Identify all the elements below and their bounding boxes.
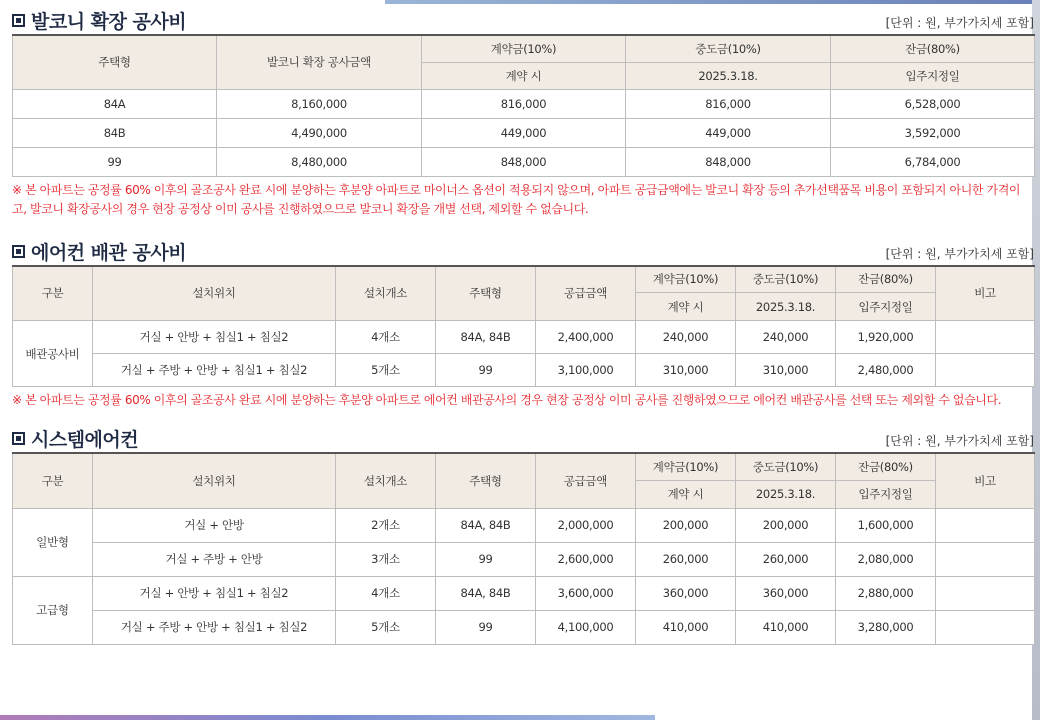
col-header-deposit: 계약금(10%) [636, 266, 736, 293]
system-aircon-title-text: 시스템에어컨 [31, 429, 139, 451]
cell-amount: 8,480,000 [217, 147, 422, 176]
table-row [13, 542, 1035, 576]
cell-interim: 360,000 [736, 576, 836, 610]
cell-type: 99 [13, 147, 217, 176]
cell-supply: 2,600,000 [536, 542, 636, 576]
cell-balance: 3,592,000 [831, 118, 1035, 147]
col-header-interim: 중도금(10%) [736, 453, 836, 480]
cell-type: 99 [436, 610, 536, 644]
cell-category: 배관공사비 [13, 321, 93, 387]
system-aircon-table [12, 452, 1035, 645]
cell-deposit: 260,000 [636, 542, 736, 576]
cell-category: 고급형 [13, 576, 93, 644]
square-bullet-icon [12, 432, 25, 445]
col-header-category: 구분 [13, 453, 93, 508]
col-header-type: 주택형 [436, 266, 536, 321]
aircon-pipe-table [12, 265, 1035, 388]
system-aircon-title [12, 425, 138, 452]
cell-interim: 310,000 [736, 354, 836, 387]
cell-location: 거실 + 안방 + 침실1 + 침실2 [93, 321, 336, 354]
cell-count: 4개소 [336, 576, 436, 610]
col-subheader-balance: 입주지정일 [831, 62, 1035, 89]
col-subheader-deposit: 계약 시 [636, 293, 736, 321]
cell-balance: 1,920,000 [836, 321, 936, 354]
table-row [13, 321, 1035, 354]
balcony-section-header [12, 6, 1034, 34]
col-subheader-interim: 2025.3.18. [626, 62, 831, 89]
cell-deposit: 410,000 [636, 610, 736, 644]
col-header-remark: 비고 [936, 453, 1035, 508]
cell-supply: 3,600,000 [536, 576, 636, 610]
col-header-balance: 잔금(80%) [831, 35, 1035, 62]
col-header-category: 구분 [13, 266, 93, 321]
cell-supply: 3,100,000 [536, 354, 636, 387]
cell-deposit: 449,000 [422, 118, 626, 147]
square-bullet-icon [12, 245, 25, 258]
cell-remark [936, 576, 1035, 610]
cell-type: 84A [13, 89, 217, 118]
col-header-count: 설치개소 [336, 266, 436, 321]
table-row [13, 508, 1035, 542]
cell-location: 거실 + 안방 + 침실1 + 침실2 [93, 576, 336, 610]
balcony-note: ※ 본 아파트는 공정률 60% 이후의 골조공사 완료 시에 분양하는 후분양 아파트로 마이너스 옵션이 적용되지 않으며, 아파트 공급금액에는 발코니 확장 등의 추가선택품목 비용이 포함되지 아니한 가격이고, 발코니 확장공사의 경우 현장 공정상 이미 공사를 진행하였으므로 발코니 확장을 개별 선택, 제외할 수 없습니다. [12, 182, 1021, 216]
col-header-type: 주택형 [13, 35, 217, 89]
col-subheader-balance: 입주지정일 [836, 293, 936, 321]
col-subheader-interim: 2025.3.18. [736, 293, 836, 321]
cell-count: 5개소 [336, 354, 436, 387]
col-subheader-deposit: 계약 시 [422, 62, 626, 89]
col-header-supply: 공급금액 [536, 266, 636, 321]
cell-interim: 816,000 [626, 89, 831, 118]
cell-deposit: 360,000 [636, 576, 736, 610]
col-header-supply: 공급금액 [536, 453, 636, 508]
balcony-unit: [단위 : 원, 부가가치세 포함] [885, 16, 1034, 30]
cell-location: 거실 + 주방 + 안방 + 침실1 + 침실2 [93, 610, 336, 644]
cell-remark [936, 610, 1035, 644]
cell-interim: 410,000 [736, 610, 836, 644]
col-header-remark: 비고 [936, 266, 1035, 321]
cell-type: 84A, 84B [436, 508, 536, 542]
aircon-pipe-unit: [단위 : 원, 부가가치세 포함] [885, 246, 1034, 261]
cell-interim: 200,000 [736, 508, 836, 542]
col-header-deposit: 계약금(10%) [636, 453, 736, 480]
cell-location: 거실 + 주방 + 안방 [93, 542, 336, 576]
cell-balance: 6,528,000 [831, 89, 1035, 118]
cell-remark [936, 321, 1035, 354]
cell-balance: 2,080,000 [836, 542, 936, 576]
cell-type: 99 [436, 542, 536, 576]
cell-supply: 4,100,000 [536, 610, 636, 644]
cell-amount: 4,490,000 [217, 118, 422, 147]
system-aircon-section-header [12, 424, 1034, 452]
cell-balance: 2,880,000 [836, 576, 936, 610]
content [12, 6, 1034, 645]
cell-deposit: 310,000 [636, 354, 736, 387]
col-header-deposit: 계약금(10%) [422, 35, 626, 62]
aircon-pipe-note: ※ 본 아파트는 공정률 60% 이후의 골조공사 완료 시에 분양하는 후분양 아파트로 에어컨 배관공사의 경우 현장 공정상 이미 공사를 진행하였으므로 에어컨 배관공사를 선택 또는 제외할 수 없습니다. [12, 393, 1002, 407]
table-row [13, 118, 1035, 147]
system-aircon-unit: [단위 : 원, 부가가치세 포함] [885, 434, 1034, 448]
cell-interim: 449,000 [626, 118, 831, 147]
col-header-location: 설치위치 [93, 266, 336, 321]
cell-balance: 1,600,000 [836, 508, 936, 542]
cell-count: 2개소 [336, 508, 436, 542]
cell-amount: 8,160,000 [217, 89, 422, 118]
col-header-location: 설치위치 [93, 453, 336, 508]
col-subheader-balance: 입주지정일 [836, 480, 936, 508]
cell-type: 84A, 84B [436, 321, 536, 354]
table-row [13, 610, 1035, 644]
balcony-table [12, 34, 1035, 177]
cell-interim: 240,000 [736, 321, 836, 354]
col-header-balance: 잔금(80%) [836, 266, 936, 293]
table-row [13, 89, 1035, 118]
cell-remark [936, 508, 1035, 542]
col-header-balance: 잔금(80%) [836, 453, 936, 480]
cell-type: 99 [436, 354, 536, 387]
cell-interim: 848,000 [626, 147, 831, 176]
balcony-title [12, 7, 186, 34]
cell-remark [936, 542, 1035, 576]
cell-type: 84B [13, 118, 217, 147]
top-accent-bar [385, 0, 1040, 4]
balcony-title-text: 발코니 확장 공사비 [31, 11, 187, 33]
cell-category: 일반형 [13, 508, 93, 576]
table-row [13, 147, 1035, 176]
col-header-type: 주택형 [436, 453, 536, 508]
cell-count: 3개소 [336, 542, 436, 576]
bottom-accent-bar [0, 715, 655, 720]
cell-count: 5개소 [336, 610, 436, 644]
cell-balance: 3,280,000 [836, 610, 936, 644]
aircon-pipe-title [12, 238, 186, 265]
square-bullet-icon [12, 14, 25, 27]
cell-remark [936, 354, 1035, 387]
cell-supply: 2,400,000 [536, 321, 636, 354]
col-subheader-interim: 2025.3.18. [736, 480, 836, 508]
cell-balance: 2,480,000 [836, 354, 936, 387]
cell-count: 4개소 [336, 321, 436, 354]
aircon-pipe-section-header [12, 237, 1034, 265]
cell-deposit: 240,000 [636, 321, 736, 354]
col-header-count: 설치개소 [336, 453, 436, 508]
col-subheader-deposit: 계약 시 [636, 480, 736, 508]
cell-interim: 260,000 [736, 542, 836, 576]
cell-deposit: 848,000 [422, 147, 626, 176]
cell-location: 거실 + 주방 + 안방 + 침실1 + 침실2 [93, 354, 336, 387]
table-row [13, 354, 1035, 387]
table-row [13, 576, 1035, 610]
cell-balance: 6,784,000 [831, 147, 1035, 176]
aircon-pipe-title-text: 에어컨 배관 공사비 [31, 241, 187, 264]
col-header-interim: 중도금(10%) [736, 266, 836, 293]
col-header-interim: 중도금(10%) [626, 35, 831, 62]
cell-deposit: 200,000 [636, 508, 736, 542]
cell-location: 거실 + 안방 [93, 508, 336, 542]
cell-type: 84A, 84B [436, 576, 536, 610]
cell-supply: 2,000,000 [536, 508, 636, 542]
col-header-amount: 발코니 확장 공사금액 [217, 35, 422, 89]
cell-deposit: 816,000 [422, 89, 626, 118]
